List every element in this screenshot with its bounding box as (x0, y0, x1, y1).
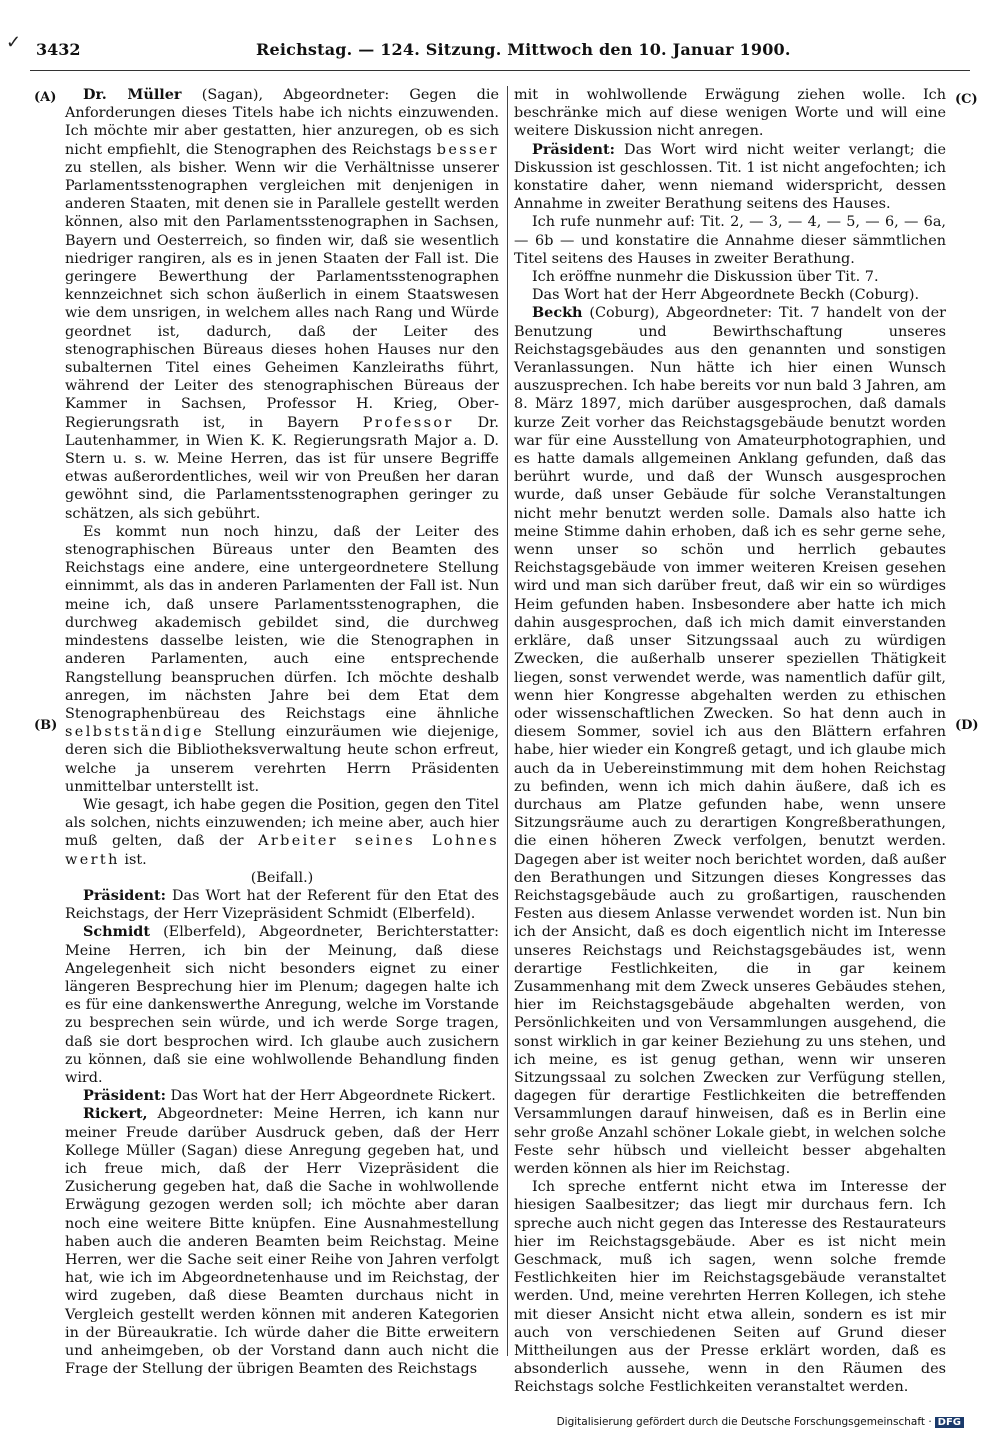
speaker-name: Schmidt (83, 923, 151, 941)
applause-note: (Beifall.) (250, 869, 314, 886)
spaced-emphasis: Professor (362, 414, 454, 431)
paragraph-text: Das Wort hat der Herr Abgeordnete Rickert. (165, 1088, 496, 1105)
margin-label-a: (A) (34, 90, 57, 105)
right-column (514, 86, 946, 1396)
paragraph-president-4: Ich rufe nunmehr auf: Tit. 2, — 3, — 4, — 5, — 6, — 6a, — 6b — und konstatire die Annahme dieser sämmtlichen Titel seitens des Hauses in zweiter Berathung. (514, 214, 946, 267)
paragraph-text: (Coburg), Abgeordneter: Tit. 7 handelt von der Benutzung und Bewirthschaftung unseres Reichstagsgebäudes aus den genannten und sonstigen Veranlassungen. Nun hätte ich hier einen Wunsch auszusprechen. Ich habe bereits vor nun bald 3 Jahren, am 8. März 1897, mich darüber ausgesprochen, daß damals kurze Zeit vorher das Reichstagsgebäude benutzt worden war für eine Ausstellung von Amateurphotographien, und es hatte damals allgemeinen Anklang gefunden, daß das berührt wurde, und daß der Wunsch ausgesprochen wurde, daß unser Gebäude für solche Veranstaltungen nicht mehr benutzt werden solle. Damals also hatte ich meine Stimme dahin erhoben, daß ich es sehr gerne sehe, wenn unser so schön und herrlich gebautes Reichstagsgebäude von immer weiteren Kreisen gesehen wird und man sich darüber freut, daß wir ein so würdiges Heim gefunden haben. Insbesondere aber hatte ich mich dahin ausgesprochen, daß ich mich damit einverstanden erkläre, daß unser Sitzungssaal auch zu würdigen Zwecken, die außerhalb unserer speziellen Thätigkeit liegen, sonst verwendet werde, was namentlich dafür gilt, wenn hier Kongresse abgehalten werden zu ethischen oder wissenschaftlichen Zwecken. So hat denn auch in diesem Sommer, soviel ich aus den Blättern erfahren habe, hier wieder ein Kongreß getagt, und ich glaube mich auch da in Uebereinstimmung mit dem hohen Reichstag zu befinden, wenn ich mich dahin äußere, daß ich es durchaus am Platze gefunden habe, wenn unsere Sitzungsräume auch zu derartigen Kongreßberathungen, die einen höheren Zweck verfolgen, benutzt werden. Dagegen aber ist weiter noch berichtet worden, daß außer den Berathungen und Sitzungen dieses Kongresses das Reichstagsgebäude auch zu großartigen, rauschenden Festen aus diesem Anlasse verwendet worden ist. Nun bin ich der Ansicht, daß es doch eigentlich nicht im Interesse unseres Reichstags und Reichstagsgebäudes ist, wenn derartige Festlichkeiten, die in gar keinem Zusammenhang mit dem Zweck unseres Gebäudes stehen, hier im Reichstagsgebäude abgehalten werden, von Persönlichkeiten und von Versammlungen ausgehend, die sonst wirklich in gar keiner Beziehung zu uns stehen, und ich meine, es ist genug gethan, wenn wir unseren Sitzungssaal zu solchen Zwecken zur Verfügung stellen, dagegen für derartige Festlichkeiten die betreffenden Versammlungen darauf hinweisen, daß es in Berlin eine sehr große Anzahl schöner Lokale giebt, in welchen solche Feste sehr hübsch und vielleicht besser abgehalten werden können als hier im Reichstag. (514, 305, 946, 1177)
paragraph-president-5: Ich eröffne nunmehr die Diskussion über Tit. 7. (532, 269, 879, 286)
corner-mark: ✓ (6, 32, 22, 53)
paragraph-text: Das Wort wird nicht weiter verlangt; die Diskussion ist geschlossen. Tit. 1 ist nicht angefochten; ich konstatire daher, wenn niemand widerspricht, dessen Annahme in zweiter Berathung seitens des Hauses. (514, 141, 946, 213)
paragraph-text: Es kommt nun noch hinzu, daß der Leiter des stenographischen Büreaus unter den Beamten des Reichstags eine andere, eine untergeordnetere Stellung einnimmt, als das in anderen Parlamenten der Fall ist. Nun meine ich, daß unsere Parlamentsstenographen, die durchweg akademisch gebildet sind, die durchweg mindestens dasselbe leisten, wie die Stenographen in anderen Parlamenten, auch eine entsprechende Rangstellung beanspruchen dürfen. Ich möchte deshalb anregen, im nächsten Jahre bei dem Etat dem Stenographenbüreau des Reichstags eine ähnliche (65, 523, 499, 722)
footer-credit-text: Digitalisierung gefördert durch die Deutsche Forschungsgemeinschaft · (556, 1416, 932, 1428)
paragraph-president-2 (65, 1087, 499, 1105)
speaker-name: Präsident: (532, 140, 615, 158)
page-header-title: Reichstag. — 124. Sitzung. Mittwoch den 10. Januar 1900. (256, 40, 791, 59)
paragraph-president-3 (514, 141, 946, 214)
paragraph-mueller (65, 86, 499, 523)
paragraph-rickert-continued: mit in wohlwollende Erwägung ziehen wolle. Ich beschränke mich auf diese wenigen Worte und will eine weitere Diskussion nicht anregen. (514, 87, 946, 140)
footer-credit (557, 1416, 964, 1428)
margin-label-d: (D) (955, 718, 979, 733)
paragraph-schmidt (65, 923, 499, 1087)
paragraph-president-6: Das Wort hat der Herr Abgeordnete Beckh (Coburg). (532, 287, 920, 304)
spaced-emphasis: besser (436, 141, 499, 158)
spaced-emphasis: selbstständige (65, 724, 205, 741)
margin-label-c: (C) (955, 92, 978, 107)
paragraph-text: Abgeordneter: Meine Herren, ich kann nur meiner Freude darüber Ausdruck geben, daß der Herr Kollege Müller (Sagan) diese Anregung gegeben hat, und ich freue mich, daß der Herr Vizepräsident die Zusicherung gegeben hat, daß die Sache in wohlwollende Erwägung gezogen werden soll; ich möchte aber daran noch eine weitere Bitte knüpfen. Eine Ausnahmestellung haben auch die anderen Beamten beim Reichstag. Meine Herren, wer die Sache seit einer Reihe von Jahren verfolgt hat, wie ich im Abgeordnetenhause und im Reichstag, der wird zugeben, daß diese Beamten durchaus nicht in Vergleich gestellt werden können mit anderen Kategorien in der Büreaukratie. Ich würde daher die Bitte erweitern und anheimgeben, ob der Vorstand dann auch nicht die Frage der Stellung der übrigen Beamten des Reichstags (65, 1106, 499, 1378)
column-divider (507, 86, 508, 1356)
paragraph-text: (Sagan), Abgeordneter: Gegen die Anforderungen dieses Titels habe ich nichts einzuwenden. Ich möchte mir aber gestatten, hier anzuregen, ob es sich nicht empfiehlt, die Stenographen des Reichstags (65, 87, 499, 158)
page-number: 3432 (36, 40, 81, 59)
paragraph-mueller-3 (65, 796, 499, 869)
spaced-emphasis: Arbeiter seines Lohnes werth (65, 833, 499, 868)
paragraph-text: (Elberfeld), Abgeordneter, Berichterstatter: Meine Herren, ich bin der Meinung, daß diese Angelegenheit sich nicht besonders eignet zu einer längeren Besprechung hier im Plenum; dagegen halte ich es für eine dankenswerthe Anregung, welche im Vorstande zu besprechen sein würde, und ich werde Sorge tragen, daß sie dort besprochen wird. Ich glaube auch zusichern zu können, daß sie eine wohlwollende Behandlung finden wird. (65, 924, 499, 1086)
paragraph-text: Das Wort hat der Referent für den Etat des Reichstags, der Herr Vizepräsident Schmidt (Elberfeld). (65, 887, 499, 923)
paragraph-beckh-2: Ich spreche entfernt nicht etwa im Interesse der hiesigen Saalbesitzer; das liegt mir durchaus fern. Ich spreche auch nicht gegen das Interesse des Restaurateurs hier im Reichstagsgebäude. Aber es ist nicht mein Geschmack, muß ich sagen, wenn solche fremde Festlichkeiten hier im Reichstagsgebäude veranstaltet werden. Und, meine verehrten Herren Kollegen, ich stehe mit dieser Ansicht nicht etwa allein, sondern es ist mir auch von verschiedenen Seiten auf Grund dieser Mittheilungen aus der Presse erklärt worden, daß es absonderlich aussehe, wenn in den Räumen des Reichstags solche Festlichkeiten veranstaltet werden. (514, 1179, 946, 1396)
left-column (65, 86, 499, 1376)
speaker-name: Beckh (532, 304, 583, 322)
paragraph-text: ist. (119, 851, 147, 868)
paragraph-text: Stellung einzuräumen wie diejenige, deren sich die Bibliotheksverwaltung heute schon erfreut, welche ja unserem verehrten Herrn Präsidenten unmittelbar unterstellt ist. (65, 724, 499, 795)
speaker-name: Dr. Müller (83, 86, 182, 103)
speaker-name: Rickert, (83, 1105, 148, 1123)
dfg-logo-icon: DFG (935, 1417, 964, 1428)
speaker-name: Präsident: (83, 1087, 166, 1105)
paragraph-text: Dr. Lautenhammer, in Wien K. K. Regierungsrath Major a. D. Stern u. s. w. Meine Herren, das ist für unsere Begriffe etwas außerordentliches, weil wir von Preußen her daran gewöhnt sind, die Parlamentsstenographen geringer zu schätzen, als sich gebührt. (65, 414, 500, 522)
paragraph-rickert (65, 1105, 499, 1378)
paragraph-text: zu stellen, als bisher. Wenn wir die Verhältnisse unserer Parlamentsstenographen vergleichen mit denjenigen in anderen Staaten, mit denen sie in Parallele gestellt werden können, also mit den Parlamentsstenographen in Sachsen, Bayern und Oesterreich, so finden wir, daß sie wesentlich niedriger rangiren, als es in jenen Staaten der Fall ist. Die geringere Bewerthung der Parlamentsstenographen kennzeichnet sich schon äußerlich in einem Staatswesen wie dem unsrigen, in welchem alles nach Rang und Würde geordnet ist, dadurch, daß der Leiter des stenographischen Büreaus dieses hohen Hauses nur den subalternen Titel eines Geheimen Kanzleiraths führt, während der Leiter des stenographischen Büreaus der Kammer in Sachsen, Professor H. Krieg, Ober-Regierungsrath ist, in Bayern (65, 159, 499, 431)
speaker-name: Präsident: (83, 886, 166, 904)
header-rule (30, 70, 970, 71)
paragraph-beckh (514, 304, 946, 1178)
paragraph-president-1 (65, 887, 499, 923)
margin-label-b: (B) (34, 718, 58, 733)
paragraph-mueller-2 (65, 523, 499, 796)
paragraph-text: Wie gesagt, ich habe gegen die Position, gegen den Titel als solchen, nichts einzuwenden; ich meine aber, auch hier muß gelten, daß der (65, 796, 499, 850)
